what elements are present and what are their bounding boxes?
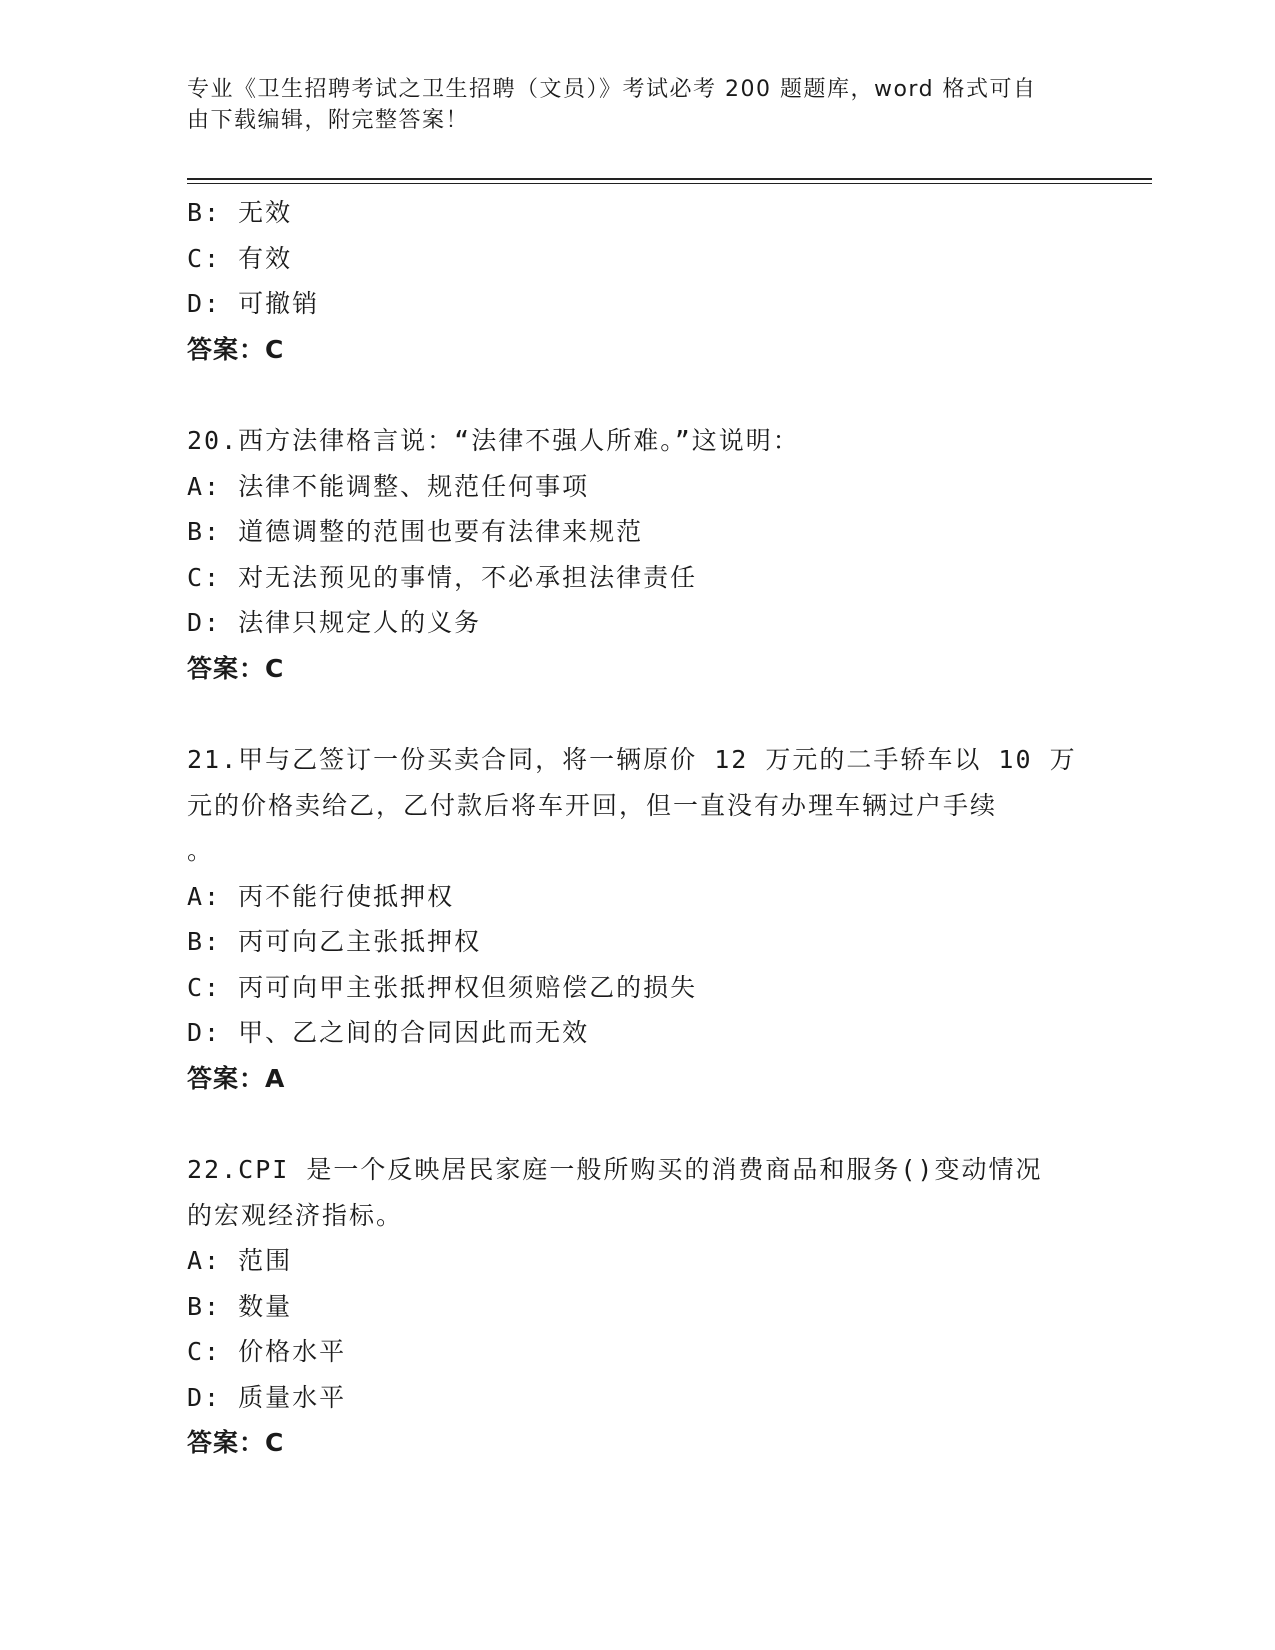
question-21 xyxy=(187,737,1087,1101)
header-line-1: 专业《卫生招聘考试之卫生招聘（文员）》考试必考 200 题题库，word 格式可自 xyxy=(187,77,1037,102)
option-c: C: 对无法预见的事情，不必承担法律责任 xyxy=(187,562,698,592)
option-d: D: 甲、乙之间的合同因此而无效 xyxy=(187,1018,590,1047)
header-line-2: 由下载编辑，附完整答案！ xyxy=(187,108,470,133)
option-c: C: 价格水平 xyxy=(187,1337,347,1366)
option-d: D: 法律只规定人的义务 xyxy=(187,608,482,637)
option-a: A: 范围 xyxy=(187,1246,293,1275)
spacer xyxy=(187,691,1087,737)
question-20 xyxy=(187,418,1087,691)
question-text: 元的价格卖给乙，乙付款后将车开回，但一直没有办理车辆过户手续 xyxy=(187,790,998,820)
question-text: 22.CPI 是一个反映居民家庭一般所购买的消费商品和服务()变动情况 xyxy=(187,1155,1043,1184)
answer-line: 答案：C xyxy=(187,653,285,683)
spacer xyxy=(187,372,1087,418)
option-d: D: 可撤销 xyxy=(187,289,320,318)
option-b: B: 无效 xyxy=(187,198,293,227)
question-text: 20.西方法律格言说：“法律不强人所难。”这说明： xyxy=(187,426,800,455)
question-text: 的宏观经济指标。 xyxy=(187,1200,404,1230)
question-22 xyxy=(187,1147,1087,1466)
option-d: D: 质量水平 xyxy=(187,1382,347,1412)
question-list xyxy=(187,190,1087,1466)
document-header xyxy=(187,74,1067,136)
spacer xyxy=(187,1101,1087,1147)
question-text: 。 xyxy=(187,836,215,865)
previous-question-tail xyxy=(187,190,1087,372)
question-text: 21.甲与乙签订一份买卖合同，将一辆原价 12 万元的二手轿车以 10 万 xyxy=(187,745,1077,774)
option-b: B: 道德调整的范围也要有法律来规范 xyxy=(187,517,644,546)
answer-line: 答案：A xyxy=(187,1063,286,1093)
answer-line: 答案：C xyxy=(187,334,285,364)
option-a: A: 丙不能行使抵押权 xyxy=(187,881,455,911)
option-c: C: 有效 xyxy=(187,243,293,273)
header-divider-thin xyxy=(187,183,1152,184)
option-c: C: 丙可向甲主张抵押权但须赔偿乙的损失 xyxy=(187,972,698,1002)
answer-line: 答案：C xyxy=(187,1428,285,1457)
option-b: B: 丙可向乙主张抵押权 xyxy=(187,927,482,956)
option-a: A: 法律不能调整、规范任何事项 xyxy=(187,471,590,501)
header-divider-thick xyxy=(187,178,1152,180)
option-b: B: 数量 xyxy=(187,1291,293,1321)
